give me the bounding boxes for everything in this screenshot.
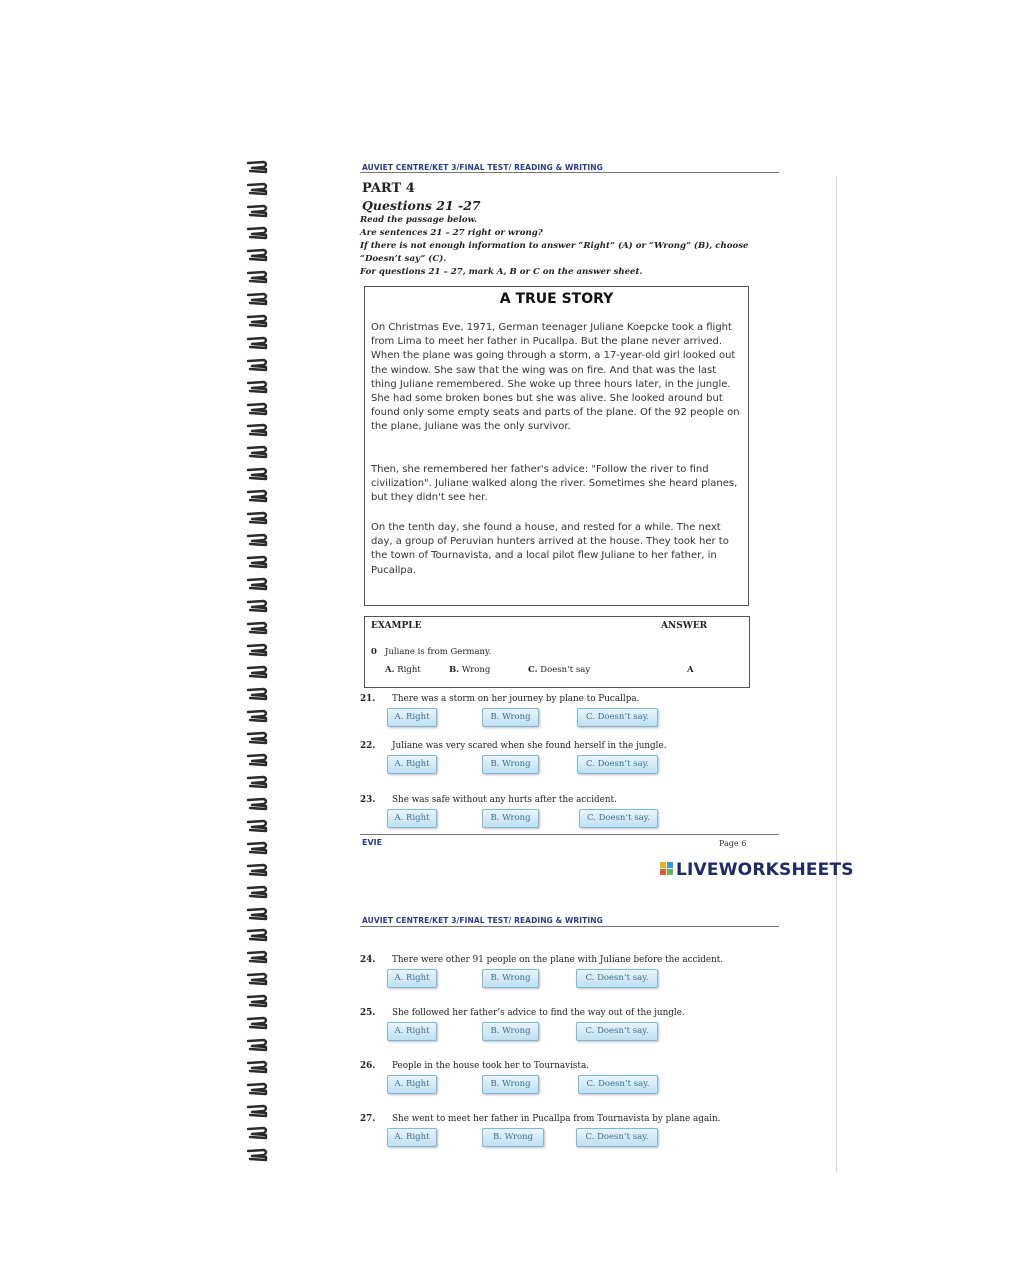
header-divider — [360, 926, 779, 927]
q26-option-b-button[interactable]: B. Wrong — [482, 1075, 539, 1094]
binding-ring — [246, 160, 270, 174]
example-option-a: A. Right — [385, 665, 421, 675]
q23-option-a-button[interactable]: A. Right — [387, 809, 437, 828]
binding-ring — [246, 994, 270, 1008]
q22-option-b-button[interactable]: B. Wrong — [482, 755, 539, 774]
binding-ring — [246, 709, 270, 723]
question-number: 21. — [360, 694, 376, 704]
binding-ring — [246, 643, 270, 657]
binding-ring — [246, 555, 270, 569]
question-number: 23. — [360, 795, 376, 805]
binding-ring — [246, 599, 270, 613]
binding-ring — [246, 928, 270, 942]
example-question — [371, 647, 491, 657]
question-number: 27. — [360, 1114, 376, 1124]
story-paragraph: Then, she remembered her father's advice: "Follow the river to find civilization". Juliane walked along the river. Sometimes she heard planes, but they didn't see her. — [371, 464, 738, 504]
story-title: A TRUE STORY — [499, 291, 614, 307]
binding-ring — [246, 314, 270, 328]
binding-ring — [246, 270, 270, 284]
binding-ring — [246, 182, 270, 196]
binding-ring — [246, 402, 270, 416]
example-question-text: Juliane is from Germany. — [385, 647, 492, 657]
binding-ring — [246, 489, 270, 503]
binding-ring — [246, 907, 270, 921]
q26-option-c-button[interactable]: C. Doesn’t say. — [578, 1075, 658, 1094]
q26-option-a-button[interactable]: A. Right — [387, 1075, 437, 1094]
watermark-text: LIVEWORKSHEETS — [676, 860, 854, 880]
binding-ring — [246, 819, 270, 833]
q24-option-b-button[interactable]: B. Wrong — [482, 969, 539, 988]
binding-ring — [246, 621, 270, 635]
binding-ring — [246, 204, 270, 218]
example-answer: A — [687, 665, 694, 675]
binding-ring — [246, 863, 270, 877]
liveworksheets-watermark — [660, 860, 854, 880]
binding-ring — [246, 533, 270, 547]
example-box — [364, 616, 750, 688]
binding-ring — [246, 665, 270, 679]
q21-option-a-button[interactable]: A. Right — [387, 708, 437, 727]
binding-ring — [246, 1082, 270, 1096]
binding-ring — [246, 950, 270, 964]
question-number: 24. — [360, 955, 376, 965]
part-title: PART 4 — [362, 181, 415, 196]
story-paragraph: On the tenth day, she found a house, and rested for a while. The next day, a group of Peruvian hunters arrived at the house. They took her to the town of Tournavista, and a local pilot flew Juliane to her father, in Pucallpa. — [371, 522, 729, 576]
q22-option-c-button[interactable]: C. Doesn’t say. — [577, 755, 658, 774]
binding-ring — [246, 1104, 270, 1118]
page-number: Page 6 — [719, 839, 747, 848]
q25-option-b-button[interactable]: B. Wrong — [482, 1022, 539, 1041]
binding-ring — [246, 423, 270, 437]
questions-range: Questions 21 -27 — [362, 198, 481, 213]
question-text: She went to meet her father in Pucallpa from Tournavista by plane again. — [392, 1114, 721, 1124]
q24-option-c-button[interactable]: C. Doesn’t say. — [576, 969, 658, 988]
binding-ring — [246, 972, 270, 986]
story-box — [364, 286, 749, 606]
question-number: 26. — [360, 1061, 376, 1071]
binding-ring — [246, 753, 270, 767]
example-option-c: C. Doesn’t say — [528, 665, 591, 675]
binding-ring — [246, 775, 270, 789]
q25-option-c-button[interactable]: C. Doesn’t say. — [576, 1022, 658, 1041]
binding-ring — [246, 797, 270, 811]
instruction-line: For questions 21 – 27, mark A, B or C on the answer sheet. — [360, 267, 643, 277]
binding-ring — [246, 1126, 270, 1140]
binding-ring — [246, 885, 270, 899]
q21-option-c-button[interactable]: C. Doesn’t say. — [577, 708, 658, 727]
binding-ring — [246, 445, 270, 459]
question-text: There was a storm on her journey by plane to Pucallpa. — [392, 694, 640, 704]
instruction-line: If there is not enough information to answer “Right” (A) or “Wrong” (B), choose — [360, 241, 749, 251]
binding-ring — [246, 467, 270, 481]
q22-option-a-button[interactable]: A. Right — [387, 755, 437, 774]
q24-option-a-button[interactable]: A. Right — [387, 969, 437, 988]
footer-author: EVIE — [362, 838, 383, 847]
binding-ring — [246, 577, 270, 591]
q27-option-c-button[interactable]: C. Doesn’t say. — [576, 1128, 658, 1147]
binding-ring — [246, 292, 270, 306]
example-number: 0 — [371, 647, 377, 657]
binding-ring — [246, 226, 270, 240]
q23-option-c-button[interactable]: C. Doesn’t say. — [579, 809, 658, 828]
binding-ring — [246, 511, 270, 525]
binding-ring — [246, 248, 270, 262]
binding-ring — [246, 731, 270, 745]
q21-option-b-button[interactable]: B. Wrong — [482, 708, 539, 727]
binding-ring — [246, 1148, 270, 1162]
binding-ring — [246, 687, 270, 701]
question-text: She was safe without any hurts after the accident. — [392, 795, 617, 805]
footer-divider — [360, 834, 779, 835]
q27-option-a-button[interactable]: A. Right — [387, 1128, 437, 1147]
q27-option-b-button[interactable]: B. Wrong — [482, 1128, 544, 1147]
binding-ring — [246, 1016, 270, 1030]
binding-ring — [246, 841, 270, 855]
example-label: EXAMPLE — [371, 621, 422, 631]
instruction-line: Are sentences 21 – 27 right or wrong? — [360, 228, 543, 238]
binding-ring — [246, 1060, 270, 1074]
answer-label: ANSWER — [661, 621, 708, 631]
instruction-line: “Doesn’t say” (C). — [360, 254, 447, 264]
question-text: People in the house took her to Tournavista. — [392, 1061, 589, 1071]
instruction-line: Read the passage below. — [360, 215, 478, 225]
header-divider — [360, 172, 779, 173]
example-option-b: B. Wrong — [449, 665, 491, 675]
question-number: 25. — [360, 1008, 376, 1018]
spiral-binding — [246, 160, 274, 1176]
binding-ring — [246, 336, 270, 350]
page-header: AUVIET CENTRE/KET 3/FINAL TEST/ READING & WRITING — [362, 163, 603, 172]
binding-ring — [246, 380, 270, 394]
question-text: She followed her father’s advice to find the way out of the jungle. — [392, 1008, 685, 1018]
q25-option-a-button[interactable]: A. Right — [387, 1022, 437, 1041]
binding-ring — [246, 1038, 270, 1052]
binding-ring — [246, 358, 270, 372]
page-header: AUVIET CENTRE/KET 3/FINAL TEST/ READING & WRITING — [362, 916, 603, 925]
question-number: 22. — [360, 741, 376, 751]
story-paragraph: On Christmas Eve, 1971, German teenager Juliane Koepcke took a flight from Lima to meet her father in Pucallpa. But the plane never arrived. When the plane was going through a storm, a 17-year-old girl looked out the window. She saw that the wing was on fire. And that was the last thing Juliane remembered. She woke up three hours later, in the jungle. She had some broken bones but she was alive. She looked around but found only some empty seats and parts of the plane. Of the 92 people on the plane, Juliane was the only survivor. — [371, 322, 740, 433]
question-text: There were other 91 people on the plane with Juliane before the accident. — [392, 955, 724, 965]
question-text: Juliane was very scared when she found herself in the jungle. — [392, 741, 667, 751]
q23-option-b-button[interactable]: B. Wrong — [482, 809, 539, 828]
page-edge — [836, 176, 837, 1172]
liveworksheets-logo-icon — [660, 862, 674, 876]
